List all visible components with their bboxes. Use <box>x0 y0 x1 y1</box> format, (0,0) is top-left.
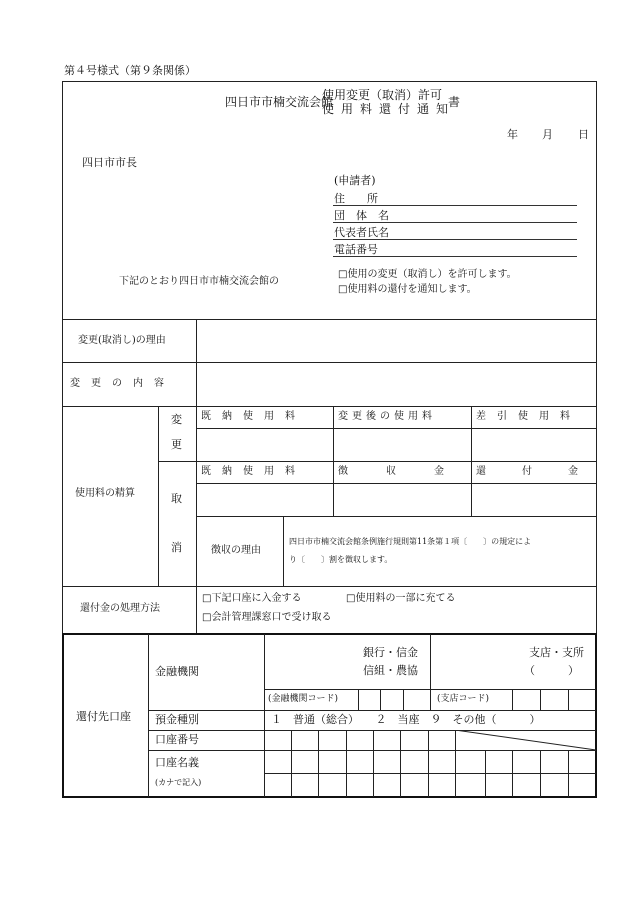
bank-section-label: 還付先口座 <box>76 710 131 723</box>
code-cell-divider <box>568 689 569 710</box>
row-divider <box>196 428 597 429</box>
col-divider <box>333 461 334 516</box>
kana-cell-divider <box>291 750 292 797</box>
group-name-label: 団 体 名 <box>334 209 389 222</box>
cancel-label-2: 消 <box>171 541 182 554</box>
change-label-1: 変 <box>171 413 182 426</box>
date-day: 日 <box>578 128 589 141</box>
method-bank-deposit[interactable]: □下記口座に入金する <box>202 593 302 604</box>
code-cell-divider <box>540 689 541 710</box>
row-divider <box>264 689 596 690</box>
form-frame <box>62 81 614 634</box>
paid-fee-header-cancel: 既納使用料 <box>201 466 306 477</box>
col-divider <box>148 634 149 797</box>
branch-code-label: (支店コード) <box>437 694 490 704</box>
kana-cell-divider <box>485 750 486 797</box>
paid-fee-header: 既納使用料 <box>201 411 306 422</box>
row-divider <box>62 406 597 407</box>
kana-cell-divider <box>400 750 401 797</box>
group-name-field[interactable] <box>333 222 577 223</box>
col-divider <box>196 586 197 634</box>
bank-types-2: 信組・農協 <box>363 664 418 677</box>
branch-types: 支店・支所 <box>529 646 584 659</box>
row-divider <box>62 319 597 320</box>
row-divider <box>148 710 596 711</box>
bank-types-1: 銀行・信金 <box>363 646 418 659</box>
addressee: 四日市市長 <box>82 156 137 169</box>
after-change-fee-header: 変更後の使用料 <box>338 411 436 422</box>
reason-label: 変更(取消し)の理由 <box>78 335 166 346</box>
option-change-permit[interactable]: □使用の変更（取消し）を許可します。 <box>338 269 517 280</box>
row-divider <box>62 362 597 363</box>
institution-label: 金融機関 <box>155 665 199 678</box>
kana-cell-divider <box>428 750 429 797</box>
digit-cell-divider <box>428 730 429 750</box>
representative-field[interactable] <box>333 239 577 240</box>
digit-cell-divider <box>291 730 292 750</box>
phone-label: 電話番号 <box>334 243 378 256</box>
col-divider <box>333 406 334 461</box>
option-refund-notice[interactable]: □使用料の還付を通知します。 <box>338 284 477 295</box>
digit-cell-divider <box>373 730 374 750</box>
applicant-heading: (申請者) <box>334 174 376 187</box>
digit-cell-divider <box>318 730 319 750</box>
method-apply-to-fee[interactable]: □使用料の一部に充てる <box>346 593 456 604</box>
rule-text-line-1: 四日市市楠交流会館条例施行規則第11条第１項〔 〕の規定によ <box>289 537 532 546</box>
collection-header: 徴収金 <box>338 466 482 477</box>
representative-label: 代表者氏名 <box>334 226 389 239</box>
rule-text-line-2: り〔 〕割を徴収します。 <box>289 555 393 564</box>
code-cell-divider <box>380 689 381 710</box>
row-divider <box>264 773 596 774</box>
kana-cell-divider <box>568 750 569 797</box>
col-divider <box>196 406 197 586</box>
change-label-2: 更 <box>171 438 182 451</box>
method-counter-pickup[interactable]: □会計管理課窓口で受け取る <box>202 612 332 623</box>
branch-paren: （ ） <box>524 664 579 677</box>
code-cell-divider <box>358 689 359 710</box>
col-divider <box>196 319 197 406</box>
settlement-label: 使用料の精算 <box>75 488 135 499</box>
facility-name: 四日市市楠交流会館 <box>225 95 334 109</box>
kana-cell-divider <box>318 750 319 797</box>
institution-code-label: (金融機関コード) <box>268 694 339 704</box>
kana-note: (カナで記入) <box>155 778 202 787</box>
code-cell-divider <box>403 689 404 710</box>
difference-fee-header: 差引使用料 <box>476 411 581 422</box>
refund-header: 還付金 <box>476 466 614 477</box>
kana-cell-divider <box>373 750 374 797</box>
deposit-type-options[interactable]: １ 普通（総合） ２ 当座 ９ その他（ ） <box>271 713 541 726</box>
col-divider <box>430 634 431 710</box>
kana-cell-divider <box>346 750 347 797</box>
row-divider <box>196 516 597 517</box>
title-suffix: 書 <box>448 95 461 109</box>
deposit-type-label: 預金種別 <box>155 713 199 726</box>
refund-method-label: 還付金の処理方法 <box>80 603 160 614</box>
kana-cell-divider <box>512 750 513 797</box>
form-number: 第４号様式（第９条関係） <box>64 64 196 77</box>
account-name-label: 口座名義 <box>155 756 199 769</box>
code-cell-divider <box>512 689 513 710</box>
col-divider <box>158 406 159 586</box>
content-label: 変更の内容 <box>70 378 175 389</box>
date-month: 月 <box>542 128 553 141</box>
kana-cell-divider <box>540 750 541 797</box>
notice-lead: 下記のとおり四日市市楠交流会館の <box>119 276 279 287</box>
row-divider <box>158 461 597 462</box>
digit-cell-divider <box>346 730 347 750</box>
date-year: 年 <box>507 128 518 141</box>
unused-area-slash <box>455 730 596 750</box>
col-divider <box>471 406 472 461</box>
address-field[interactable] <box>333 205 577 206</box>
row-divider <box>148 750 596 751</box>
digit-cell-divider <box>400 730 401 750</box>
address-label: 住 所 <box>334 192 378 205</box>
row-divider <box>196 483 597 484</box>
cancel-label-1: 取 <box>171 492 182 505</box>
title-line-2: 使用料還付通知 <box>322 102 456 116</box>
title-line-1: 使用変更（取消）許可 <box>322 88 443 102</box>
account-number-label: 口座番号 <box>155 733 199 746</box>
row-divider <box>62 586 597 587</box>
collection-reason-label: 徴収の理由 <box>211 545 261 556</box>
col-divider <box>283 516 284 586</box>
phone-field[interactable] <box>333 256 577 257</box>
kana-cell-divider <box>455 750 456 797</box>
